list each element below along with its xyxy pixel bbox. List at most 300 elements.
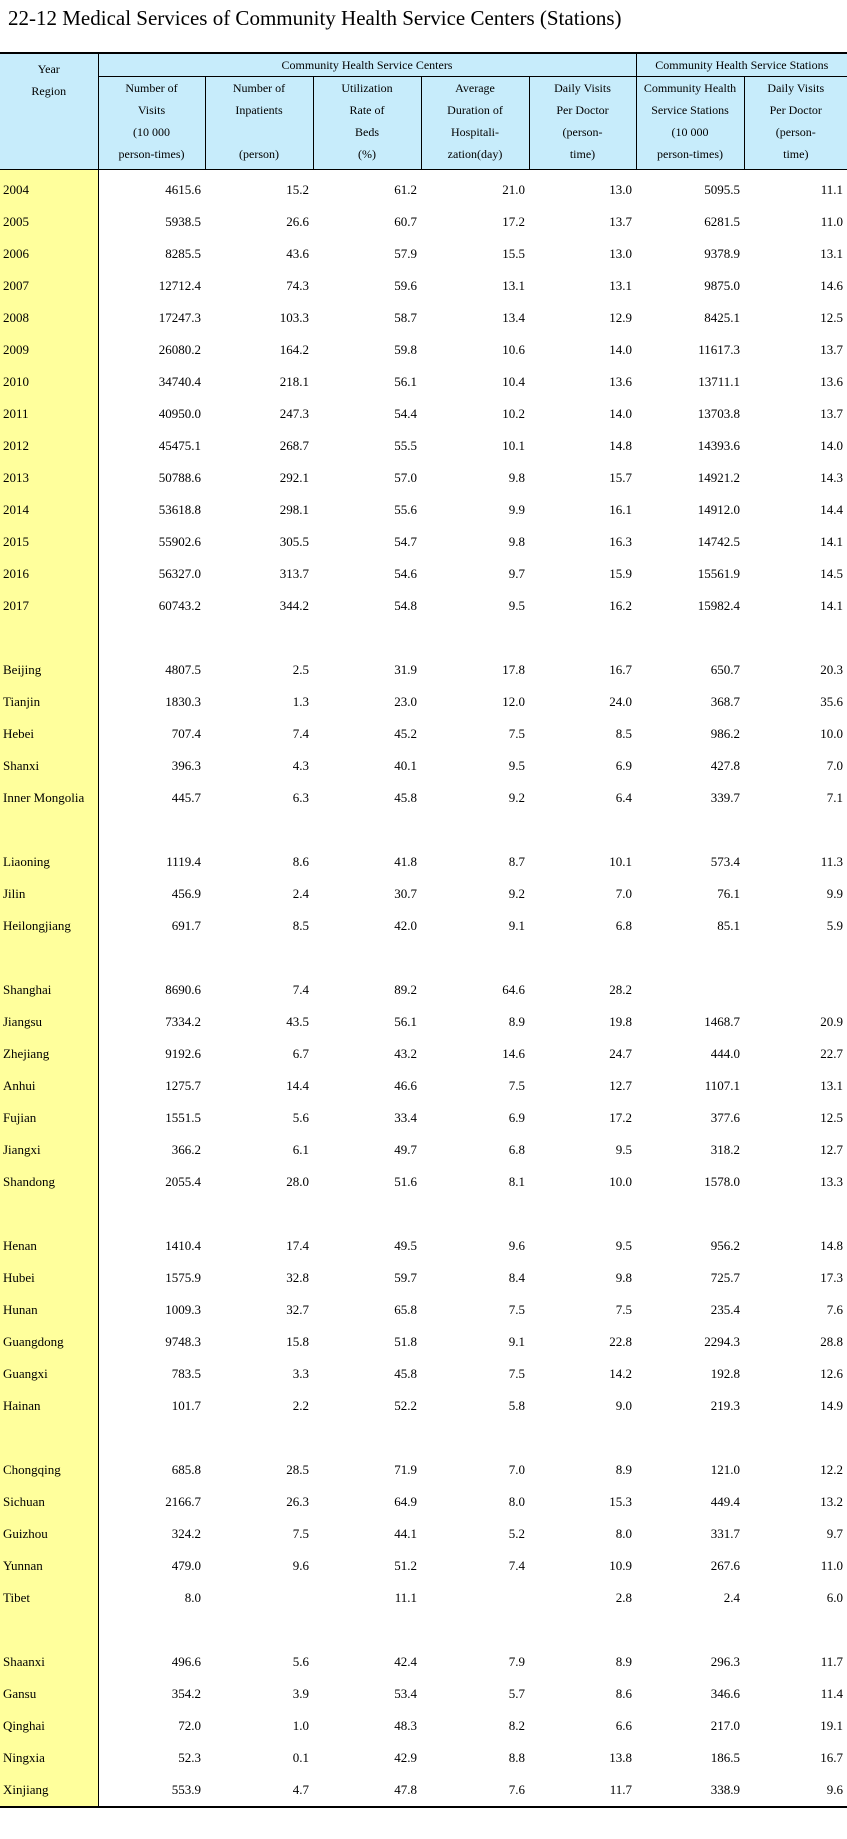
cell-visits: 101.7: [171, 1398, 201, 1413]
cell-hospitalization-duration: 7.5: [508, 1302, 525, 1317]
spacer-cell: [313, 1198, 421, 1230]
row-label: Qinghai: [0, 1710, 98, 1742]
cell-bed-utilization: 30.7: [394, 886, 417, 901]
table-row: [0, 1518, 847, 1550]
cell-station-visits: 219.3: [710, 1398, 741, 1413]
cell-center-daily-visits: 9.8: [615, 1270, 633, 1285]
spacer-cell: [744, 814, 847, 846]
cell-station-visits: 1578.0: [704, 1174, 741, 1189]
spacer-cell: [98, 1422, 205, 1454]
table-row: [0, 366, 847, 398]
cell-bed-utilization: 52.2: [394, 1398, 417, 1413]
cell-inpatients: 2.4: [292, 886, 309, 901]
spacer-cell: [313, 942, 421, 974]
cell-station-daily-visits: 12.5: [820, 310, 844, 325]
cell-visits: 1009.3: [165, 1302, 201, 1317]
table-row: [0, 1134, 847, 1166]
cell-station-daily-visits: 14.6: [820, 278, 844, 293]
row-label: Yunnan: [0, 1550, 98, 1582]
year-region-header: [0, 53, 98, 170]
cell-hospitalization-duration: 5.2: [508, 1526, 525, 1541]
cell-center-daily-visits: 8.9: [615, 1462, 633, 1477]
row-label: Guangxi: [0, 1358, 98, 1390]
cell-inpatients: 43.5: [286, 1014, 309, 1029]
cell-station-daily-visits: 11.4: [820, 1686, 844, 1701]
cell-hospitalization-duration: 15.5: [502, 246, 525, 261]
cell-hospitalization-duration: 8.9: [508, 1014, 525, 1029]
cell-visits: 8285.5: [165, 246, 201, 261]
cell-station-visits: 121.0: [710, 1462, 741, 1477]
cell-center-daily-visits: 13.7: [609, 214, 633, 229]
cell-station-visits: 13703.8: [697, 406, 741, 421]
row-label: Henan: [0, 1230, 98, 1262]
cell-visits: 40950.0: [158, 406, 201, 421]
cell-station-visits: 15561.9: [697, 566, 741, 581]
cell-station-visits: 2294.3: [704, 1334, 741, 1349]
stations-group-header: Community Health Service Stations: [636, 53, 847, 77]
cell-station-daily-visits: 20.3: [820, 662, 844, 677]
cell-inpatients: 15.2: [286, 182, 309, 197]
cell-center-daily-visits: 7.0: [615, 886, 633, 901]
cell-hospitalization-duration: 7.5: [508, 1366, 525, 1381]
row-label: 2008: [0, 302, 98, 334]
table-row: [0, 1646, 847, 1678]
column-header-line: Service Stations: [651, 103, 729, 117]
cell-visits: 691.7: [171, 918, 201, 933]
cell-bed-utilization: 65.8: [394, 1302, 417, 1317]
spacer-cell: [98, 1614, 205, 1646]
cell-center-daily-visits: 24.7: [609, 1046, 633, 1061]
spacer-label-cell: [0, 814, 98, 846]
spacer-cell: [636, 1614, 744, 1646]
cell-bed-utilization: 64.9: [394, 1494, 417, 1509]
cell-inpatients: 15.8: [286, 1334, 309, 1349]
cell-hospitalization-duration: 64.6: [502, 982, 525, 997]
cell-visits: 4807.5: [165, 662, 201, 677]
cell-inpatients: 2.2: [292, 1398, 309, 1413]
cell-visits: 354.2: [171, 1686, 201, 1701]
cell-center-daily-visits: 8.5: [615, 726, 633, 741]
cell-center-daily-visits: 7.5: [615, 1302, 633, 1317]
column-header-line: Inpatients: [235, 103, 283, 117]
cell-visits: 5938.5: [165, 214, 201, 229]
medical-services-table: [0, 52, 847, 1808]
cell-bed-utilization: 45.2: [394, 726, 417, 741]
column-header-line: zation(day): [447, 147, 503, 161]
cell-hospitalization-duration: 9.6: [508, 1238, 525, 1253]
spacer-cell: [205, 1614, 313, 1646]
cell-station-visits: 318.2: [710, 1142, 741, 1157]
cell-station-visits: 192.8: [710, 1366, 741, 1381]
column-header-line: Rate of: [349, 103, 385, 117]
table-row: [0, 1166, 847, 1198]
cell-visits: 2055.4: [165, 1174, 201, 1189]
spacer-cell: [636, 1198, 744, 1230]
cell-station-daily-visits: 13.1: [820, 246, 844, 261]
cell-hospitalization-duration: 8.7: [508, 854, 525, 869]
cell-station-daily-visits: 16.7: [820, 1750, 844, 1765]
column-header-line: Number of: [125, 81, 178, 95]
spacer-cell: [744, 1422, 847, 1454]
cell-station-daily-visits: 35.6: [820, 694, 844, 709]
table-row: [0, 170, 847, 207]
spacer-label-cell: [0, 622, 98, 654]
cell-station-visits: 338.9: [636, 1774, 744, 1807]
cell-visits: 496.6: [171, 1654, 201, 1669]
column-header-line: Hospitali-: [451, 125, 499, 139]
cell-station-visits: 217.0: [710, 1718, 741, 1733]
cell-hospitalization-duration: 9.1: [508, 1334, 525, 1349]
cell-visits: 479.0: [171, 1558, 201, 1573]
cell-station-visits: 235.4: [710, 1302, 741, 1317]
spacer-cell: [98, 622, 205, 654]
column-header-line: (person): [239, 147, 279, 161]
table-row: [0, 462, 847, 494]
cell-bed-utilization: 51.2: [394, 1558, 417, 1573]
cell-bed-utilization: 61.2: [394, 182, 417, 197]
column-header-line: [206, 121, 313, 143]
cell-station-daily-visits: [744, 974, 847, 1006]
cell-inpatients: 344.2: [279, 598, 309, 613]
region-header-label: Region: [31, 84, 67, 98]
column-header-line: (person-: [775, 125, 816, 139]
column-header-line: Daily Visits: [767, 81, 825, 95]
spacer-cell: [205, 1198, 313, 1230]
cell-inpatients: 74.3: [286, 278, 309, 293]
cell-center-daily-visits: 22.8: [609, 1334, 633, 1349]
cell-station-daily-visits: 20.9: [820, 1014, 844, 1029]
table-row: [0, 1678, 847, 1710]
cell-station-visits: 9875.0: [704, 278, 741, 293]
spacer-label-cell: [0, 1422, 98, 1454]
cell-inpatients: 218.1: [279, 374, 309, 389]
row-label: 2013: [0, 462, 98, 494]
cell-hospitalization-duration: 9.9: [508, 502, 525, 517]
cell-station-daily-visits: 11.7: [820, 1654, 844, 1669]
column-header-line: (%): [358, 147, 376, 161]
spacer-cell: [636, 814, 744, 846]
cell-station-visits: 9378.9: [704, 246, 741, 261]
cell-center-daily-visits: 16.3: [609, 534, 633, 549]
cell-visits: 7334.2: [165, 1014, 201, 1029]
spacer-row: [0, 1422, 847, 1454]
table-row: [0, 558, 847, 590]
cell-center-daily-visits: 13.0: [609, 182, 633, 197]
cell-visits: 60743.2: [158, 598, 201, 613]
cell-bed-utilization: 57.0: [394, 470, 417, 485]
row-label: 2007: [0, 270, 98, 302]
table-row: [0, 1102, 847, 1134]
cell-hospitalization-duration: 9.2: [508, 790, 525, 805]
spacer-cell: [421, 622, 529, 654]
cell-hospitalization-duration: 7.9: [508, 1654, 525, 1669]
cell-hospitalization-duration: 21.0: [502, 182, 525, 197]
column-header-line: person-times): [118, 147, 185, 161]
cell-visits: 783.5: [171, 1366, 201, 1381]
table-row: [0, 430, 847, 462]
cell-bed-utilization: 57.9: [394, 246, 417, 261]
cell-station-daily-visits: 28.8: [820, 1334, 844, 1349]
table-row: [0, 494, 847, 526]
cell-station-daily-visits: 17.3: [820, 1270, 844, 1285]
column-header-center-daily-visits: [529, 77, 636, 170]
cell-center-daily-visits: 17.2: [609, 1110, 633, 1125]
row-label: Jilin: [0, 878, 98, 910]
cell-visits: 456.9: [171, 886, 201, 901]
column-header-row: [0, 77, 847, 170]
table-row: [0, 686, 847, 718]
spacer-cell: [636, 942, 744, 974]
row-label: Beijing: [0, 654, 98, 686]
row-label: Heilongjiang: [0, 910, 98, 942]
cell-station-daily-visits: 11.1: [820, 182, 844, 197]
cell-bed-utilization: 41.8: [394, 854, 417, 869]
cell-station-daily-visits: 12.7: [820, 1142, 844, 1157]
column-header-line: Daily Visits: [554, 81, 611, 95]
cell-station-visits: 573.4: [710, 854, 741, 869]
cell-center-daily-visits: 10.0: [609, 1174, 633, 1189]
cell-station-visits: 725.7: [710, 1270, 741, 1285]
cell-station-daily-visits: 14.3: [820, 470, 844, 485]
table-row: [0, 238, 847, 270]
table-row: [0, 398, 847, 430]
cell-station-daily-visits: 14.0: [820, 438, 844, 453]
cell-inpatients: 4.3: [292, 758, 309, 773]
cell-visits: 2166.7: [165, 1494, 201, 1509]
spacer-cell: [205, 814, 313, 846]
column-header-line: Average: [455, 81, 495, 95]
cell-visits: 1275.7: [165, 1078, 201, 1093]
cell-station-visits: 986.2: [710, 726, 741, 741]
column-header-inpatients: [205, 77, 313, 170]
cell-bed-utilization: 89.2: [394, 982, 417, 997]
cell-station-daily-visits: 12.2: [820, 1462, 844, 1477]
row-label: 2016: [0, 558, 98, 590]
cell-station-daily-visits: 14.1: [820, 534, 844, 549]
cell-bed-utilization: 60.7: [394, 214, 417, 229]
cell-bed-utilization: 49.5: [394, 1238, 417, 1253]
cell-inpatients: 3.9: [292, 1686, 309, 1701]
cell-center-daily-visits: 12.7: [609, 1078, 633, 1093]
cell-center-daily-visits: 13.8: [609, 1750, 633, 1765]
cell-bed-utilization: 45.8: [394, 1366, 417, 1381]
cell-inpatients: 14.4: [286, 1078, 309, 1093]
cell-station-daily-visits: 13.7: [820, 342, 844, 357]
cell-station-visits: 11617.3: [698, 342, 741, 357]
cell-bed-utilization: 53.4: [394, 1686, 417, 1701]
cell-inpatients: 6.1: [292, 1142, 309, 1157]
spacer-cell: [205, 1422, 313, 1454]
cell-station-visits: 377.6: [710, 1110, 741, 1125]
table-row: [0, 750, 847, 782]
cell-hospitalization-duration: [421, 1582, 529, 1614]
spacer-cell: [421, 1422, 529, 1454]
row-label: Shandong: [0, 1166, 98, 1198]
cell-station-daily-visits: 14.5: [820, 566, 844, 581]
cell-inpatients: 103.3: [279, 310, 309, 325]
cell-inpatients: [205, 1582, 313, 1614]
cell-station-daily-visits: 14.4: [820, 502, 844, 517]
table-row: [0, 1038, 847, 1070]
cell-bed-utilization: 56.1: [394, 374, 417, 389]
cell-hospitalization-duration: 7.6: [421, 1774, 529, 1807]
table-row: [0, 846, 847, 878]
spacer-cell: [313, 1422, 421, 1454]
table-row: [0, 1486, 847, 1518]
row-label: Hainan: [0, 1390, 98, 1422]
spacer-cell: [421, 942, 529, 974]
cell-visits: 1830.3: [165, 694, 201, 709]
cell-station-daily-visits: 12.5: [820, 1110, 844, 1125]
cell-station-daily-visits: 12.6: [820, 1366, 844, 1381]
cell-center-daily-visits: 6.6: [615, 1718, 633, 1733]
cell-inpatients: 17.4: [286, 1238, 309, 1253]
spacer-cell: [529, 622, 636, 654]
cell-visits: 685.8: [171, 1462, 201, 1477]
table-row: [0, 1710, 847, 1742]
data-table-container: [0, 52, 847, 1808]
table-row: [0, 334, 847, 366]
row-label: Hunan: [0, 1294, 98, 1326]
cell-station-visits: 15982.4: [697, 598, 741, 613]
cell-hospitalization-duration: 10.1: [502, 438, 525, 453]
spacer-row: [0, 622, 847, 654]
cell-bed-utilization: 47.8: [313, 1774, 421, 1807]
cell-visits: 1551.5: [165, 1110, 201, 1125]
spacer-cell: [529, 942, 636, 974]
cell-visits: 53618.8: [158, 502, 201, 517]
cell-center-daily-visits: 16.1: [609, 502, 633, 517]
row-label: 2009: [0, 334, 98, 366]
column-header-line: Beds: [355, 125, 379, 139]
spacer-row: [0, 814, 847, 846]
cell-inpatients: 305.5: [279, 534, 309, 549]
spacer-cell: [529, 1198, 636, 1230]
cell-center-daily-visits: 13.0: [609, 246, 633, 261]
cell-center-daily-visits: 9.0: [615, 1398, 633, 1413]
cell-station-daily-visits: 5.9: [826, 918, 844, 933]
row-label: 2011: [0, 398, 98, 430]
cell-inpatients: 32.7: [286, 1302, 309, 1317]
row-label: 2005: [0, 206, 98, 238]
spacer-cell: [313, 1614, 421, 1646]
table-title: 22-12 Medical Services of Community Health Service Centers (Stations): [8, 6, 622, 30]
spacer-cell: [421, 1198, 529, 1230]
column-header-line: Per Doctor: [556, 103, 609, 117]
cell-inpatients: 164.2: [279, 342, 309, 357]
cell-center-daily-visits: 10.9: [609, 1558, 633, 1573]
spacer-cell: [421, 1614, 529, 1646]
cell-hospitalization-duration: 8.2: [508, 1718, 525, 1733]
cell-station-visits: 427.8: [710, 758, 741, 773]
cell-station-visits: 368.7: [710, 694, 741, 709]
column-header-line: (10 000: [671, 125, 709, 139]
spacer-cell: [421, 814, 529, 846]
row-label: Xinjiang: [0, 1774, 98, 1807]
cell-hospitalization-duration: 17.8: [502, 662, 525, 677]
cell-station-visits: 14393.6: [697, 438, 741, 453]
cell-visits: 707.4: [171, 726, 201, 741]
table-row: [0, 1262, 847, 1294]
cell-visits: 56327.0: [158, 566, 201, 581]
cell-center-daily-visits: 6.4: [615, 790, 633, 805]
cell-visits: 34740.4: [158, 374, 201, 389]
cell-station-visits: 650.7: [710, 662, 741, 677]
row-label: Hebei: [0, 718, 98, 750]
cell-station-visits: 444.0: [710, 1046, 741, 1061]
cell-visits: 324.2: [171, 1526, 201, 1541]
row-label: Tianjin: [0, 686, 98, 718]
cell-bed-utilization: 59.7: [394, 1270, 417, 1285]
cell-inpatients: 8.5: [292, 918, 309, 933]
spacer-cell: [744, 1198, 847, 1230]
cell-inpatients: 26.6: [286, 214, 309, 229]
cell-inpatients: 7.4: [292, 982, 309, 997]
cell-center-daily-visits: 14.2: [609, 1366, 633, 1381]
year-header-label: Year: [37, 62, 60, 76]
cell-station-daily-visits: 14.9: [820, 1398, 844, 1413]
cell-visits: 55902.6: [158, 534, 201, 549]
cell-station-visits: 956.2: [710, 1238, 741, 1253]
cell-visits: 72.0: [178, 1718, 201, 1733]
row-label: 2012: [0, 430, 98, 462]
table-row: [0, 1358, 847, 1390]
cell-bed-utilization: 48.3: [394, 1718, 417, 1733]
row-label: Shaanxi: [0, 1646, 98, 1678]
spacer-cell: [98, 1198, 205, 1230]
spacer-cell: [205, 942, 313, 974]
cell-inpatients: 3.3: [292, 1366, 309, 1381]
cell-visits: 12712.4: [158, 278, 201, 293]
cell-bed-utilization: 51.6: [394, 1174, 417, 1189]
row-label: Sichuan: [0, 1486, 98, 1518]
cell-station-daily-visits: 13.2: [820, 1494, 844, 1509]
cell-center-daily-visits: 8.6: [615, 1686, 633, 1701]
table-row: [0, 590, 847, 622]
spacer-cell: [744, 942, 847, 974]
table-body: [0, 170, 847, 1808]
table-row: [0, 526, 847, 558]
cell-bed-utilization: 31.9: [394, 662, 417, 677]
cell-station-daily-visits: 19.1: [820, 1718, 844, 1733]
cell-center-daily-visits: 6.9: [615, 758, 633, 773]
table-row: [0, 1742, 847, 1774]
cell-center-daily-visits: 8.9: [615, 1654, 633, 1669]
cell-inpatients: 9.6: [292, 1558, 309, 1573]
table-row: [0, 910, 847, 942]
cell-hospitalization-duration: 9.5: [508, 758, 525, 773]
cell-hospitalization-duration: 7.4: [508, 1558, 525, 1573]
cell-center-daily-visits: 28.2: [609, 982, 633, 997]
table-row: [0, 1326, 847, 1358]
spacer-cell: [529, 814, 636, 846]
cell-center-daily-visits: 14.0: [609, 406, 633, 421]
cell-station-visits: 186.5: [710, 1750, 741, 1765]
table-row: [0, 270, 847, 302]
table-row: [0, 782, 847, 814]
cell-station-visits: 1107.1: [704, 1078, 741, 1093]
cell-station-daily-visits: 11.0: [820, 1558, 844, 1573]
cell-bed-utilization: 11.1: [394, 1590, 417, 1605]
cell-bed-utilization: 54.6: [394, 566, 417, 581]
cell-center-daily-visits: 12.9: [609, 310, 633, 325]
cell-inpatients: 6.7: [292, 1046, 309, 1061]
cell-visits: 50788.6: [158, 470, 201, 485]
cell-station-visits: 13711.1: [698, 374, 741, 389]
spacer-cell: [205, 622, 313, 654]
cell-hospitalization-duration: 6.9: [508, 1110, 525, 1125]
cell-station-daily-visits: 9.6: [744, 1774, 847, 1807]
